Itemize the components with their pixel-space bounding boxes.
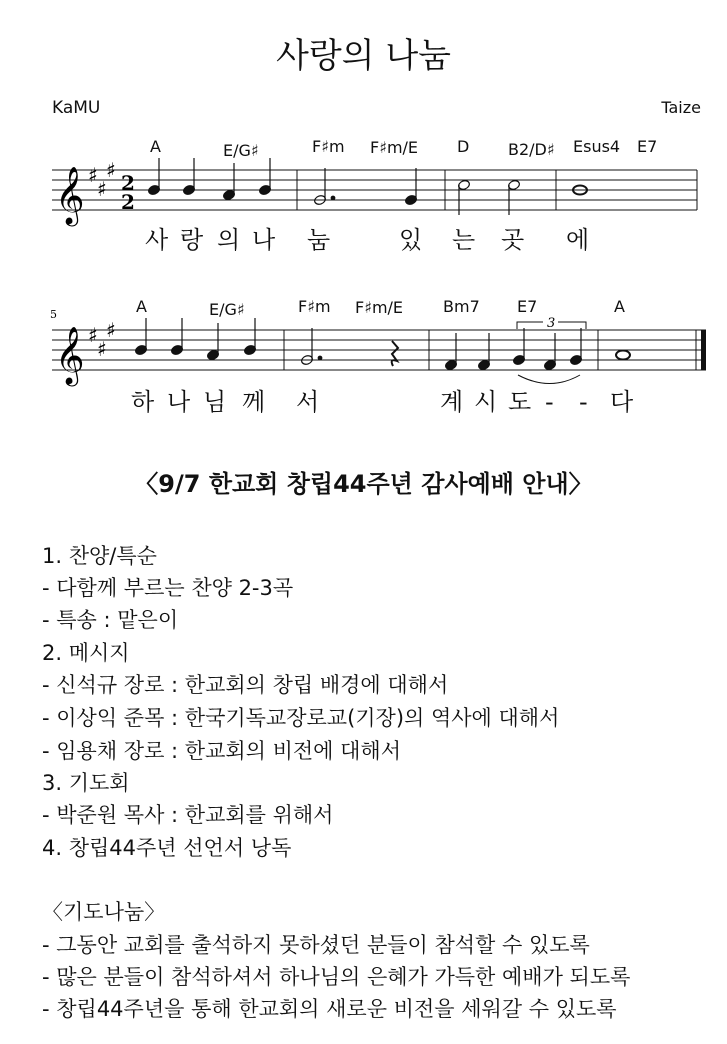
lyric-syllable: 다	[610, 388, 634, 416]
measure-number: 5	[50, 308, 57, 321]
chord-symbol: F♯m/E	[370, 138, 419, 157]
chord-symbol: Esus4	[573, 137, 621, 156]
notice-line: - 임용채 장로 : 한교회의 비전에 대해서	[42, 739, 401, 763]
notes-system-2	[134, 318, 630, 371]
lyric-syllable: 나	[252, 226, 276, 254]
time-signature-top: 2	[121, 171, 135, 195]
notice-line: - 특송 : 맡은이	[42, 608, 179, 632]
lyric-syllable: 의	[217, 226, 241, 254]
lyric-syllable: 사	[145, 226, 169, 254]
lyric-syllable: 께	[242, 388, 266, 416]
lyric-syllable: 서	[296, 388, 320, 416]
lyric-syllable: 님	[203, 388, 227, 416]
prayer-line: - 창립44주년을 통해 한교회의 새로운 비전을 세워갈 수 있도록	[42, 997, 617, 1021]
sheet-music	[0, 0, 727, 440]
svg-text:♯: ♯	[97, 177, 107, 201]
prayer-line: - 많은 분들이 참석하셔서 하나님의 은혜가 가득한 예배가 되도록	[42, 965, 631, 989]
lyric-syllable: 는	[452, 226, 476, 254]
lyric-syllable: 있	[399, 226, 423, 254]
chord-symbols-1	[150, 137, 657, 160]
notice-line: - 박준원 목사 : 한교회를 위해서	[42, 803, 334, 827]
notice-line: - 신석규 장로 : 한교회의 창립 배경에 대해서	[42, 673, 449, 697]
chord-symbol: F♯m	[298, 297, 331, 316]
chord-symbol: A	[150, 137, 161, 156]
prayer-line: - 그동안 교회를 출석하지 못하셨던 분들이 참석할 수 있도록	[42, 933, 590, 957]
source-credit: Taize	[661, 98, 701, 117]
chord-symbol: E7	[637, 137, 658, 156]
lyrics-2	[131, 388, 634, 416]
lyric-syllable: 에	[566, 226, 590, 254]
lyric-syllable: 랑	[180, 226, 204, 254]
notice-line: - 이상익 준목 : 한국기독교장로교(기장)의 역사에 대해서	[42, 706, 560, 730]
key-signature	[88, 318, 116, 361]
time-signature-bottom: 2	[121, 190, 135, 214]
notice-title: 〈9/7 한교회 창립44주년 감사예배 안내〉	[134, 470, 593, 498]
chord-symbol: A	[136, 297, 147, 316]
chord-symbol: E/G♯	[209, 300, 245, 319]
notes-system-1	[147, 158, 587, 215]
chord-symbol: F♯m	[312, 137, 345, 156]
staff-system-2	[52, 330, 706, 370]
chord-symbol: A	[614, 297, 625, 316]
svg-text:♯: ♯	[88, 323, 98, 347]
notice-line: 2. 메시지	[42, 641, 130, 665]
final-barline	[701, 330, 706, 370]
composer-credit: KaMU	[52, 98, 101, 118]
lyric-syllable: 곳	[501, 226, 525, 254]
lyric-syllable: -	[579, 388, 588, 416]
notice-line: 3. 기도회	[42, 771, 130, 795]
tuplet-number: 3	[547, 316, 556, 331]
svg-text:♯: ♯	[106, 318, 116, 342]
svg-text:♯: ♯	[106, 158, 116, 182]
lyric-syllable: 도	[508, 388, 532, 416]
chord-symbol: Bm7	[443, 297, 480, 316]
chord-symbol: E7	[517, 297, 538, 316]
prayer-title: 〈기도나눔〉	[42, 900, 166, 924]
notice-line: 1. 찬양/특순	[42, 544, 157, 568]
notice-line: 4. 창립44주년 선언서 낭독	[42, 836, 292, 860]
svg-text:♯: ♯	[88, 163, 98, 187]
lyric-syllable: 나	[167, 388, 191, 416]
chord-symbol: F♯m/E	[355, 298, 404, 317]
lyric-syllable: 눔	[307, 226, 331, 254]
svg-text:♯: ♯	[97, 337, 107, 361]
treble-clef-icon: 𝄞	[55, 166, 85, 224]
lyrics-1	[145, 226, 589, 254]
key-signature	[88, 158, 116, 201]
chord-symbol: B2/D♯	[508, 140, 555, 159]
lyric-syllable: -	[545, 388, 554, 416]
chord-symbol: D	[457, 137, 470, 156]
song-title: 사랑의 나눔	[275, 36, 452, 76]
lyric-syllable: 하	[131, 388, 155, 416]
chord-symbol: E/G♯	[223, 141, 259, 160]
notice-line: - 다함께 부르는 찬양 2-3곡	[42, 576, 294, 600]
lyric-syllable: 계	[440, 388, 464, 416]
treble-clef-icon: 𝄞	[55, 326, 85, 384]
lyric-syllable: 시	[474, 388, 498, 416]
tuplet-bracket	[517, 322, 586, 384]
